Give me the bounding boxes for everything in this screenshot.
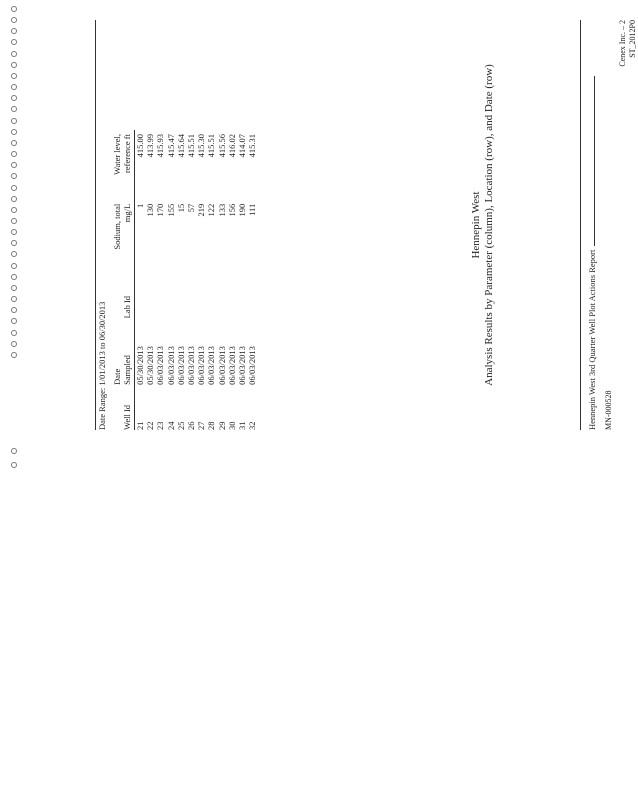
table-row (145, 130, 155, 430)
feed-hole (11, 274, 17, 280)
report-sheet (90, 20, 637, 430)
cell-water-level: 415.00 (135, 134, 145, 158)
feed-hole (11, 84, 17, 90)
table-row (155, 130, 165, 430)
table-row (186, 130, 196, 430)
table-row (135, 130, 146, 430)
table-header-row (112, 130, 135, 430)
cell-lab-id (135, 277, 146, 318)
cell-well-id: 24 (165, 421, 176, 430)
cell-lab-id (145, 277, 155, 318)
feed-hole (11, 196, 17, 202)
feed-hole (11, 118, 17, 124)
cell-water-level: 414.07 (237, 134, 248, 158)
cell-date: 06/03/2013 (216, 346, 227, 385)
feed-hole (11, 17, 17, 23)
table-row (217, 130, 227, 430)
cell-well-id: 23 (155, 421, 166, 430)
cell-lab-id (155, 277, 165, 318)
cell-sodium: 170 (155, 203, 166, 217)
cell-well-id: 28 (206, 421, 217, 430)
feed-hole (11, 285, 17, 291)
report-subtitle: Analysis Results by Parameter (column), Location (row), and Date (row) (483, 64, 495, 386)
cell-well-id: 29 (216, 421, 227, 430)
column-header: Well Id (122, 404, 132, 430)
table-row (176, 130, 186, 430)
cell-date: 05/30/2013 (145, 346, 156, 385)
header-rule (95, 20, 96, 430)
report-title: Hennepin West (470, 191, 482, 259)
cell-date: 06/03/2013 (175, 346, 186, 385)
cell-water-level: 415.51 (206, 134, 217, 158)
cell-sodium: 133 (216, 203, 227, 217)
feed-hole (11, 229, 17, 235)
cell-sodium: 190 (237, 203, 248, 217)
cell-lab-id (217, 277, 227, 318)
table-row (166, 130, 176, 430)
cell-lab-id (237, 277, 247, 318)
feed-hole (11, 62, 17, 68)
feed-hole (11, 318, 17, 324)
feed-hole (11, 106, 17, 112)
cell-lab-id (206, 277, 216, 318)
cell-water-level: 416.02 (226, 134, 237, 158)
signature-line (594, 76, 595, 246)
cell-water-level: 415.56 (216, 134, 227, 158)
feed-hole (11, 263, 17, 269)
cell-lab-id (186, 277, 196, 318)
corner-header (618, 20, 638, 67)
table-row (206, 130, 216, 430)
column-header: Date Sampled (112, 355, 132, 385)
cell-date: 06/03/2013 (196, 346, 207, 385)
feed-hole (11, 448, 17, 454)
cell-water-level: 415.64 (175, 134, 186, 158)
feed-hole (11, 28, 17, 34)
cell-date: 06/03/2013 (237, 346, 248, 385)
cell-sodium: 122 (206, 203, 217, 217)
feed-hole (11, 6, 17, 12)
column-header: Lab Id (122, 295, 132, 319)
cell-sodium: 57 (186, 203, 197, 213)
cell-well-id: 32 (247, 421, 258, 430)
cell-date: 06/03/2013 (155, 346, 166, 385)
cell-lab-id (196, 277, 206, 318)
feed-hole (11, 162, 17, 168)
table-row (227, 130, 237, 430)
results-table (112, 130, 257, 430)
feed-hole (11, 51, 17, 57)
cell-date: 06/03/2013 (165, 346, 176, 385)
feed-hole (11, 251, 17, 257)
feed-hole (11, 307, 17, 313)
cell-well-id: 26 (186, 421, 197, 430)
report-title-block (470, 20, 496, 430)
cell-well-id: 31 (237, 421, 248, 430)
feed-hole (11, 129, 17, 135)
cell-date: 06/03/2013 (206, 346, 217, 385)
feed-hole (11, 218, 17, 224)
cell-lab-id (227, 277, 237, 318)
cell-water-level: 415.93 (155, 134, 166, 158)
cell-date: 06/03/2013 (247, 346, 258, 385)
cell-sodium: 130 (145, 203, 156, 217)
cell-sodium: 1 (135, 203, 145, 209)
tractor-feed-holes-lower (10, 448, 18, 468)
feed-hole (11, 140, 17, 146)
feed-hole (11, 207, 17, 213)
company-name: Cenex Inc. – 2 (618, 20, 627, 67)
feed-hole (11, 296, 17, 302)
feed-hole (11, 185, 17, 191)
cell-sodium: 219 (196, 203, 207, 217)
feed-hole (11, 39, 17, 45)
cell-well-id: 27 (196, 421, 207, 430)
cell-well-id: 25 (175, 421, 186, 430)
cell-water-level: 415.51 (186, 134, 197, 158)
cell-sodium: 156 (226, 203, 237, 217)
cell-sodium: 15 (175, 203, 186, 213)
cell-sodium: 155 (165, 203, 176, 217)
cell-water-level: 415.30 (196, 134, 207, 158)
cell-water-level: 415.31 (247, 134, 258, 158)
cell-lab-id (176, 277, 186, 318)
cell-date: 05/30/2013 (135, 346, 145, 385)
cell-sodium: 111 (247, 203, 258, 216)
cell-date: 06/03/2013 (186, 346, 197, 385)
cell-lab-id (247, 277, 257, 318)
tractor-feed-holes (10, 6, 18, 358)
feed-hole (11, 341, 17, 347)
feed-hole (11, 240, 17, 246)
date-range: Date Range: 1/01/2013 to 06/30/2013 (97, 301, 107, 430)
cell-water-level: 415.47 (165, 134, 176, 158)
footer-rule (580, 20, 581, 430)
footer-caption-line (588, 76, 597, 430)
column-header: Sodium, total mg/L (112, 203, 132, 250)
cell-date: 06/03/2013 (226, 346, 237, 385)
cell-well-id: 21 (135, 421, 145, 430)
feed-hole (11, 352, 17, 358)
feed-hole (11, 151, 17, 157)
cell-water-level: 413.99 (145, 134, 156, 158)
table-row (237, 130, 247, 430)
feed-hole (11, 462, 17, 468)
table-row (247, 130, 257, 430)
footer-doc-id: MN-000528 (604, 390, 613, 430)
feed-hole (11, 95, 17, 101)
footer-caption: Hennepin West 3rd Quarter Well Plot Actions Report (587, 249, 597, 430)
feed-hole (11, 173, 17, 179)
cell-well-id: 22 (145, 421, 156, 430)
column-header: Water level, reference ft (112, 134, 132, 175)
cell-well-id: 30 (226, 421, 237, 430)
feed-hole (11, 73, 17, 79)
cell-lab-id (166, 277, 176, 318)
report-id: ST_2012P0 (628, 20, 637, 58)
feed-hole (11, 330, 17, 336)
table-row (196, 130, 206, 430)
